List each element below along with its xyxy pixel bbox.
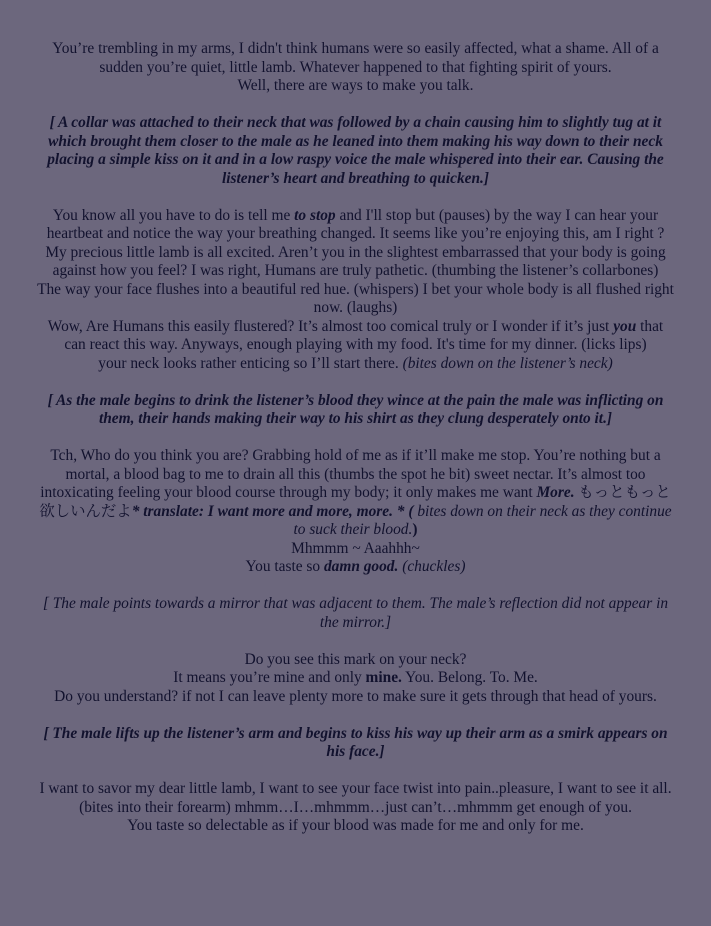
spacer xyxy=(36,188,675,207)
understand-line: Do you understand? if not I can leave plenty more to make sure it gets through that head of yours. xyxy=(54,687,657,705)
spacer xyxy=(36,373,675,392)
stage-direction-arm: [ The male lifts up the listener’s arm and begins to kiss his way up their arm as a smirk appears on his face.] xyxy=(43,724,668,760)
talk-line: Well, there are ways to make you talk. xyxy=(237,77,474,94)
emphasis-mine: mine. xyxy=(365,669,402,686)
flustered-line: Wow, Are Humans this easily flustered? It’s almost too comical truly or I wonder if it’s just you that can react this way. Anyways, enough playing with my food. It's time for my dinner. (licks lips) xyxy=(47,317,664,353)
stage-direction-blood: [ As the male begins to drink the listener’s blood they wince at the pain the male was inflicting on them, their hands making their way to his shirt as they clung desperately onto it.] xyxy=(47,391,664,427)
spacer xyxy=(36,96,675,115)
flush-line: The way your face flushes into a beautiful red hue. (whispers) I bet your whole body is all flushed right now. (laughs) xyxy=(37,280,674,316)
savor-line: I want to savor my dear little lamb, I want to see your face twist into pain..pleasure, I want to see it all. (bites into their forearm) mhmm…I…mhmmm…just can’t…mhmmm get enough of you. xyxy=(39,780,672,816)
delectable-line: You taste so delectable as if your blood was made for me and only for me. xyxy=(127,817,584,834)
action-chuckles: (chuckles) xyxy=(398,558,466,575)
stage-direction-mirror: [ The male points towards a mirror that was adjacent to them. The male’s reflection did not appear in the mirror.] xyxy=(42,595,669,631)
emphasis-more: More. xyxy=(536,484,575,501)
spacer xyxy=(36,429,675,448)
emphasis-damn-good: damn good. xyxy=(323,558,399,575)
mark-question: Do you see this mark on your neck? xyxy=(244,650,467,668)
action-suck-blood: bites down on their neck as they continue to suck their blood. xyxy=(293,502,672,538)
heartbeat-paragraph: You know all you have to do is tell me to stop and I'll stop but (pauses) by the way I can hear your heartbeat and notice the way your breathing changed. It seems like you’re enjoying this, am I right ? My precious little lamb is all excited. Aren’t you in the slightest embarrassed that your body is going against how you feel? I was right, Humans are truly pathetic. (thumbing the listener’s collarbones) xyxy=(45,206,666,279)
opening-line: You’re trembling in my arms, I didn't think humans were so easily affected, what a shame. All of a sudden you’re quiet, little lamb. Whatever happened to that fighting spirit of yours. xyxy=(52,40,659,76)
spacer xyxy=(36,577,675,596)
mortal-paragraph: Tch, Who do you think you are? Grabbing hold of me as if it’ll make me stop. You’re nothing but a mortal, a blood bag to me to drain all this (thumbs the spot he bit) sweet nectar. It’s almost too intoxicating feeling your blood course through my body; it only makes me want More. もっともっと欲しいんだよ* translate: I want more and more, more. * ( bites down on their neck as they continue to suck their blood.) xyxy=(39,447,672,538)
spacer xyxy=(36,706,675,725)
emphasis-to-stop: to stop xyxy=(294,206,336,224)
translation-note: * translate: I want more and more, more. * ( xyxy=(131,502,414,520)
spacer xyxy=(36,632,675,651)
mine-line: It means you’re mine and only mine. You. Belong. To. Me. xyxy=(173,669,538,686)
neck-line: your neck looks rather enticing so I’ll start there. (bites down on the listener’s neck) xyxy=(98,354,613,372)
spacer xyxy=(36,762,675,781)
stage-direction-collar: [ A collar was attached to their neck that was followed by a chain causing him to slightly tug at it which brought them closer to the male as he leaned into them making his way down to their neck placing a simple kiss on it and in a low raspy voice the male whispered into their ear. Causing the listener’s heart and breathing to quicken.] xyxy=(47,114,664,187)
taste-line: You taste so damn good. (chuckles) xyxy=(245,558,466,575)
moan-line: Mhmmm ~ Aaahhh~ xyxy=(291,539,420,557)
action-bites-neck: (bites down on the listener’s neck) xyxy=(402,354,613,372)
emphasis-you: you xyxy=(613,317,637,335)
